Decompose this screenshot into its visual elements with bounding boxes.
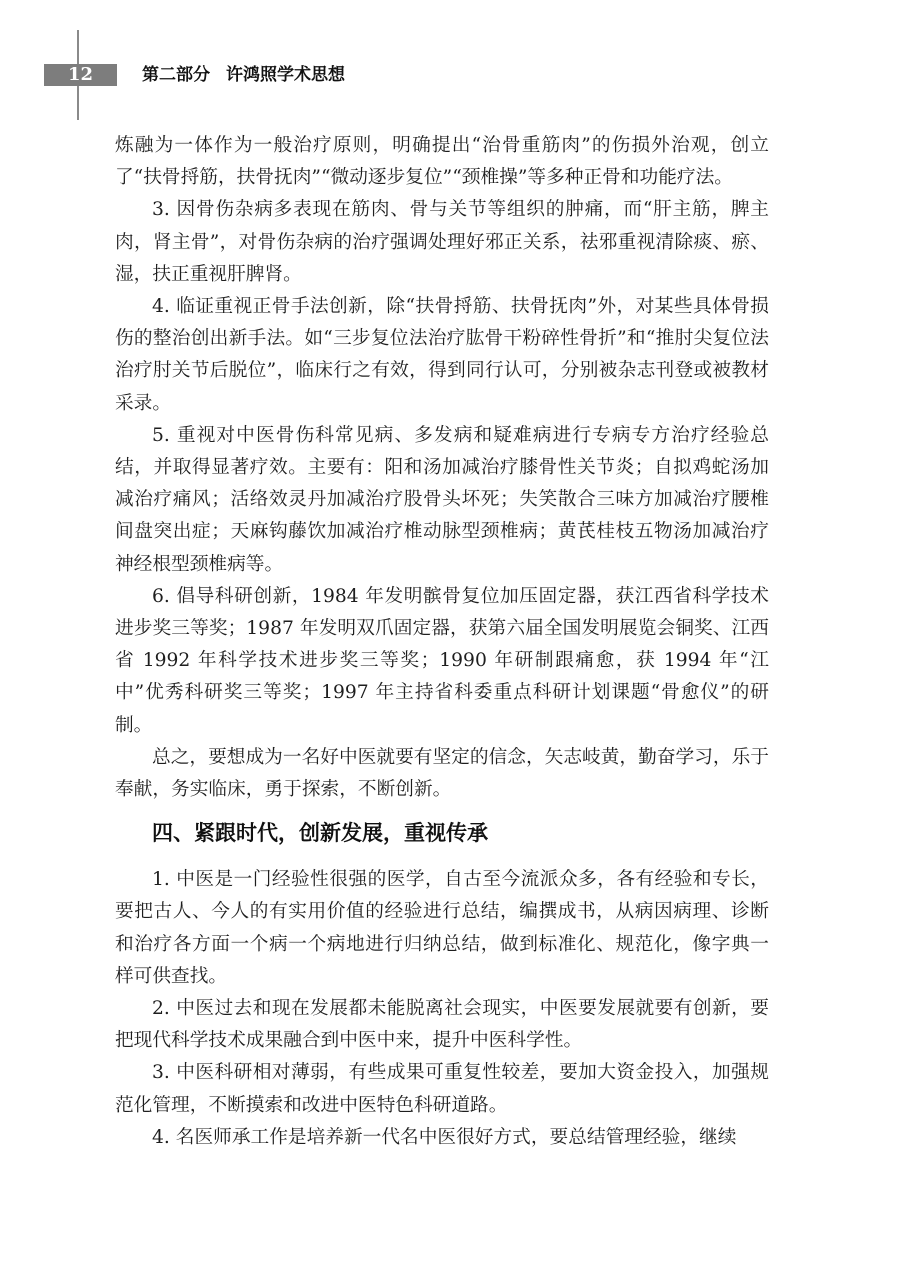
header-rule-top: [77, 30, 79, 64]
paragraph-section-item-2: 2. 中医过去和现在发展都未能脱离社会现实，中医要发展就要有创新，要把现代科学技术成果融合到中医中来，提升中医科学性。: [115, 998, 769, 1052]
header-rule-bottom: [77, 86, 79, 120]
paragraph-section-item-4: 4. 名医师承工作是培养新一代名中医很好方式，要总结管理经验，继续: [152, 1126, 737, 1148]
paragraph-item-4: 4. 临证重视正骨手法创新，除“扶骨捋筋、扶骨抚肉”外，对某些具体骨损伤的整治创出新手法。如“三步复位法治疗肱骨干粉碎性骨折”和“推肘尖复位法治疗肘关节后脱位”，临床行之有效，得到同行认可，分别被杂志刊登或被教材采录。: [115, 296, 769, 414]
body-text: [115, 130, 769, 1154]
paragraph-item-5: 5. 重视对中医骨伤科常见病、多发病和疑难病进行专病专方治疗经验总结，并取得显著疗效。主要有：阳和汤加减治疗膝骨性关节炎；自拟鸡蛇汤加减治疗痛风；活络效灵丹加减治疗股骨头坏死；失笑散合三味方加减治疗腰椎间盘突出症；天麻钩藤饮加减治疗椎动脉型颈椎病；黄芪桂枝五物汤加减治疗神经根型颈椎病等。: [115, 424, 769, 575]
paragraph-section-item-1: 1. 中医是一门经验性很强的医学，自古至今流派众多，各有经验和专长，要把古人、今人的有实用价值的经验进行总结，编撰成书，从病因病理、诊断和治疗各方面一个病一个病地进行归纳总结，做到标准化、规范化，像字典一样可供查找。: [115, 869, 769, 987]
page-number: 12: [44, 64, 117, 86]
paragraph-continued: 炼融为一体作为一般治疗原则，明确提出“治骨重筋肉”的伤损外治观，创立了“扶骨捋筋，扶骨抚肉”“微动逐步复位”“颈椎操”等多种正骨和功能疗法。: [115, 135, 769, 189]
paragraph-summary: 总之，要想成为一名好中医就要有坚定的信念，矢志岐黄，勤奋学习，乐于奉献，务实临床，勇于探索，不断创新。: [115, 746, 769, 801]
section-heading: 四、紧跟时代，创新发展，重视传承: [152, 821, 488, 846]
part-label: 第二部分: [142, 65, 210, 85]
running-head: [142, 62, 345, 88]
paragraph-item-6: 6. 倡导科研创新，1984 年发明髌骨复位加压固定器，获江西省科学技术进步奖三等奖；1987 年发明双爪固定器，获第六届全国发明展览会铜奖、江西省 1992 年科学技术进步奖三等奖；1990 年研制跟痛愈，获 1994 年“江中”优秀科研奖三等奖；1997 年主持省科委重点科研计划课题“骨愈仪”的研制。: [115, 585, 769, 736]
part-title: 许鸿照学术思想: [226, 65, 345, 85]
paragraph-section-item-3: 3. 中医科研相对薄弱，有些成果可重复性较差，要加大资金投入，加强规范化管理，不断摸索和改进中医特色科研道路。: [115, 1062, 769, 1116]
paragraph-item-3: 3. 因骨伤杂病多表现在筋肉、骨与关节等组织的肿痛，而“肝主筋，脾主肉，肾主骨”，对骨伤杂病的治疗强调处理好邪正关系，祛邪重视清除痰、瘀、湿，扶正重视肝脾肾。: [115, 199, 769, 285]
